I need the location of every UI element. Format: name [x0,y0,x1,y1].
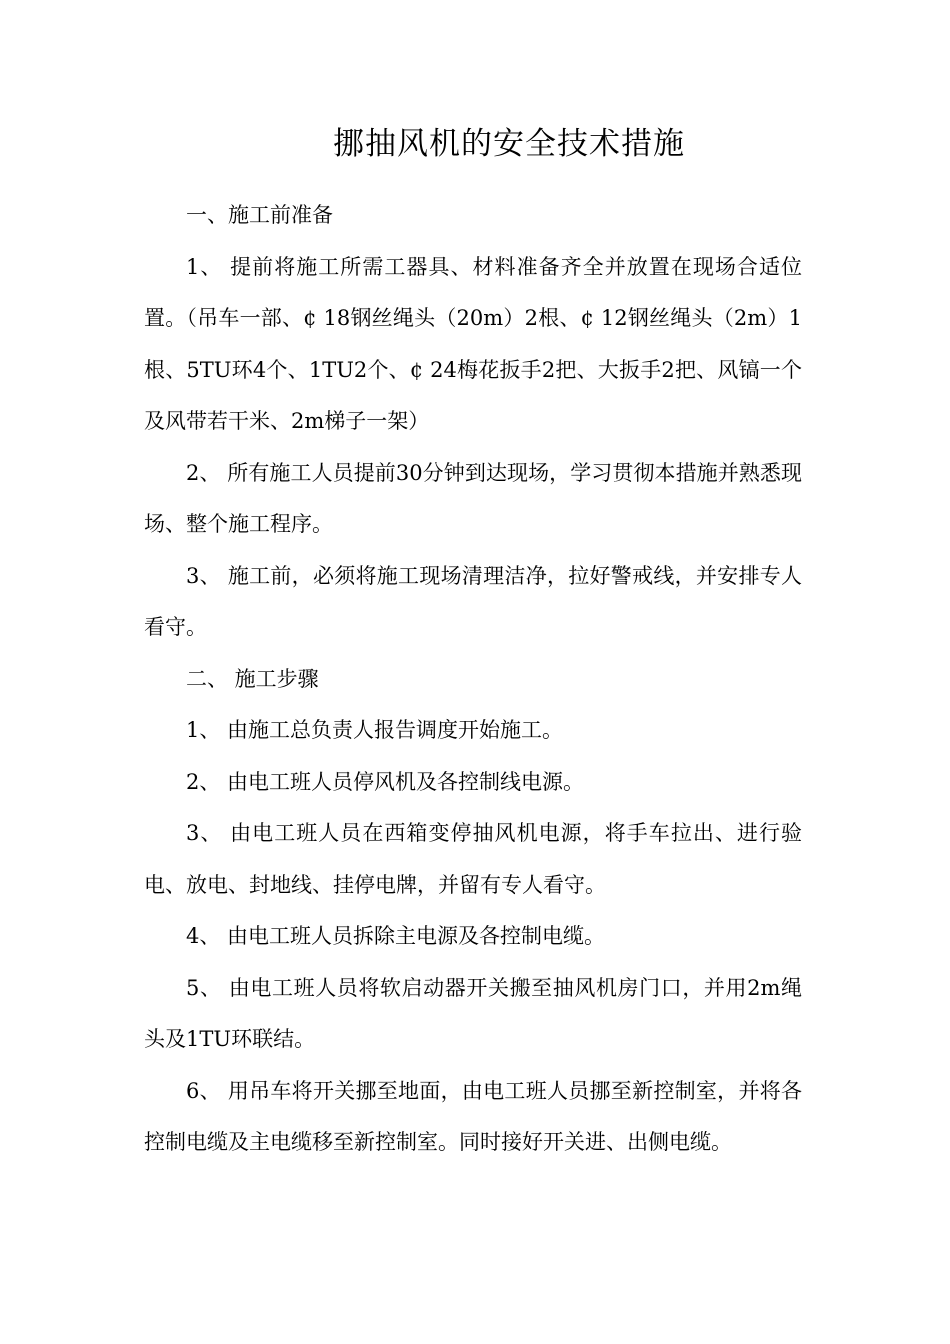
paragraph-step-6: 6、 用吊车将开关挪至地面，由电工班人员挪至新控制室，并将各控制电缆及主电缆移至新控制室。同时接好开关进、出侧电缆。 [144,1078,802,1154]
section-heading-steps: 二、 施工步骤 [186,666,319,691]
document-body [144,190,802,1169]
paragraph-step-3: 3、 由电工班人员在西箱变停抽风机电源，将手车拉出、进行验电、放电、封地线、挂停电牌，并留有专人看守。 [144,821,802,897]
paragraph-prep-2: 2、 所有施工人员提前30分钟到达现场，学习贯彻本措施并熟悉现场、整个施工程序。 [144,460,802,536]
paragraph-step-4: 4、 由电工班人员拆除主电源及各控制电缆。 [186,924,606,948]
paragraph-prep-3: 3、 施工前，必须将施工现场清理洁净，拉好警戒线，并安排专人看守。 [144,563,802,639]
paragraph-step-5: 5、 由电工班人员将软启动器开关搬至抽风机房门口，并用2m绳头及1TU环联结。 [144,975,802,1051]
paragraph-step-2: 2、 由电工班人员停风机及各控制线电源。 [186,769,585,794]
document-title: 挪抽风机的安全技术措施 [333,126,685,162]
paragraph-prep-1: 1、 提前将施工所需工器具、材料准备齐全并放置在现场合适位置。（吊车一部、¢ 18钢丝绳头（20m）2根、¢ 12钢丝绳头（2m）1根、5TU环4个、1TU2个、¢ 24梅花扳手2把、大扳手2把、风镐一个及风带若干米、2m梯子一架） [144,254,802,433]
paragraph-step-1: 1、 由施工总负责人报告调度开始施工。 [186,718,564,742]
section-heading-preparation: 一、施工前准备 [186,203,333,227]
